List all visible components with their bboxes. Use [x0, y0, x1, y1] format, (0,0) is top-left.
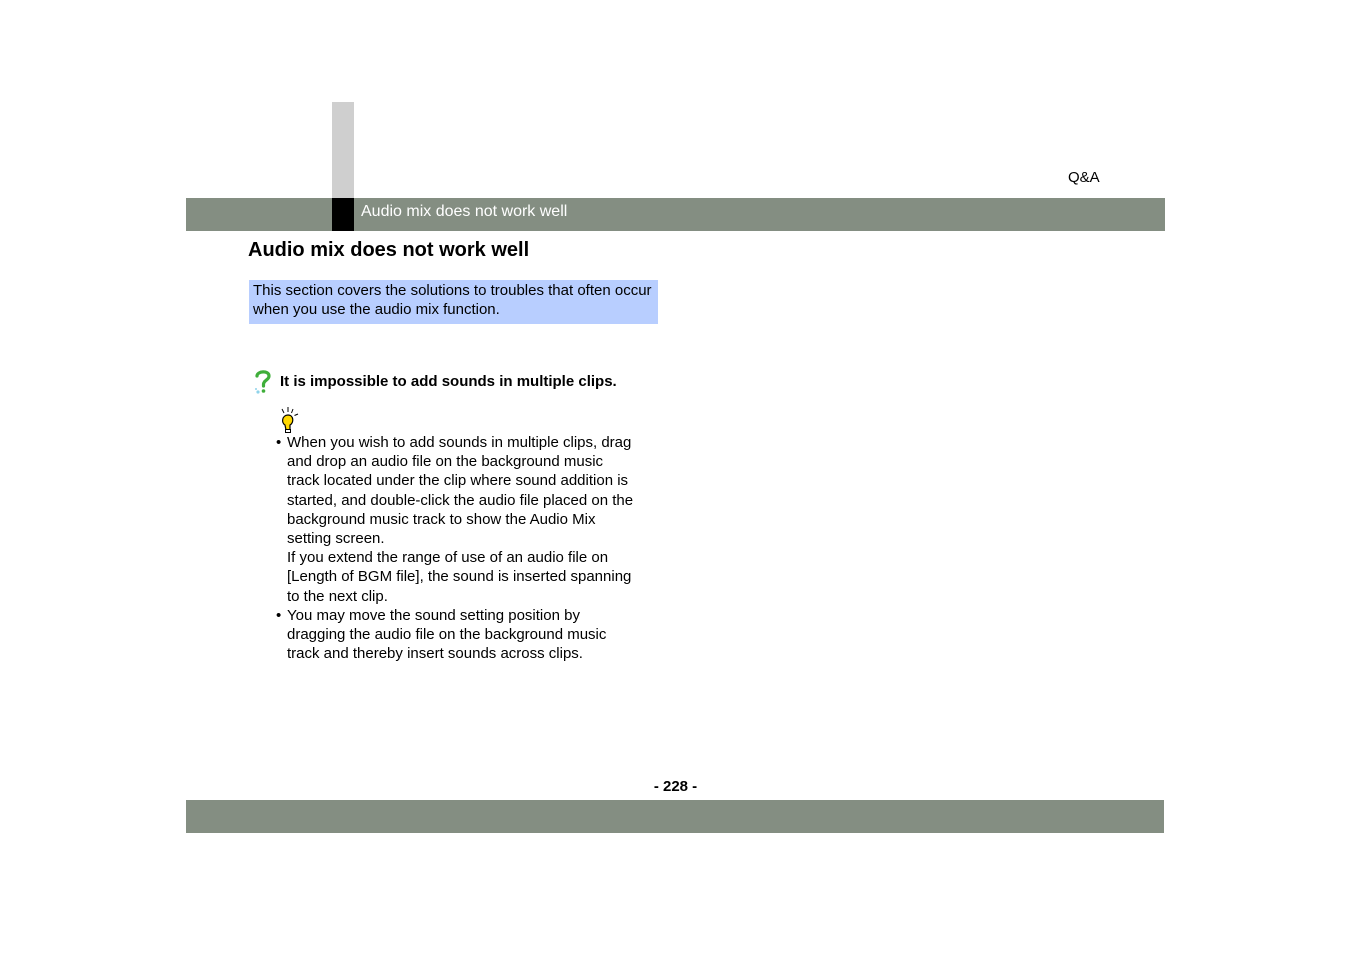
answer-line: setting screen. — [287, 530, 385, 548]
page-title: Audio mix does not work well — [248, 239, 530, 261]
footer-bar — [186, 800, 1164, 833]
answer-line: You may move the sound setting position by — [287, 606, 580, 624]
answer-item — [276, 433, 666, 606]
answer-line: background music track to show the Audio Mix — [287, 510, 596, 528]
answer-line: If you extend the range of use of an audio file on — [287, 549, 609, 567]
answer-line: track located under the clip where sound addition is — [287, 472, 629, 490]
question-mark-icon — [253, 369, 273, 395]
answer-line: [Length of BGM file], the sound is inserted spanning — [287, 568, 632, 586]
answer-line: When you wish to add sounds in multiple clips, drag — [287, 434, 632, 451]
answer-line: dragging the audio file on the background music — [287, 626, 607, 644]
header-tab — [332, 102, 354, 198]
page-number: - 228 - — [653, 778, 698, 795]
answer-list — [276, 433, 666, 663]
answer-item — [276, 606, 666, 664]
answer-line: to the next clip. — [287, 587, 388, 605]
question-text: It is impossible to add sounds in multiple clips. — [280, 373, 617, 390]
lightbulb-icon — [279, 406, 301, 434]
summary-box: This section covers the solutions to troubles that often occur when you use the audio mix function. — [249, 280, 658, 324]
answer-line: started, and double-click the audio file placed on the — [287, 491, 634, 509]
answer-line: track and thereby insert sounds across clips. — [287, 645, 583, 663]
answer-line: and drop an audio file on the background music — [287, 453, 604, 471]
header-bar-marker — [332, 198, 354, 231]
bullet: • — [276, 434, 282, 451]
header-bar-title: Audio mix does not work well — [361, 203, 568, 220]
bullet: • — [276, 606, 282, 624]
section-label: Q&A — [1068, 169, 1100, 186]
